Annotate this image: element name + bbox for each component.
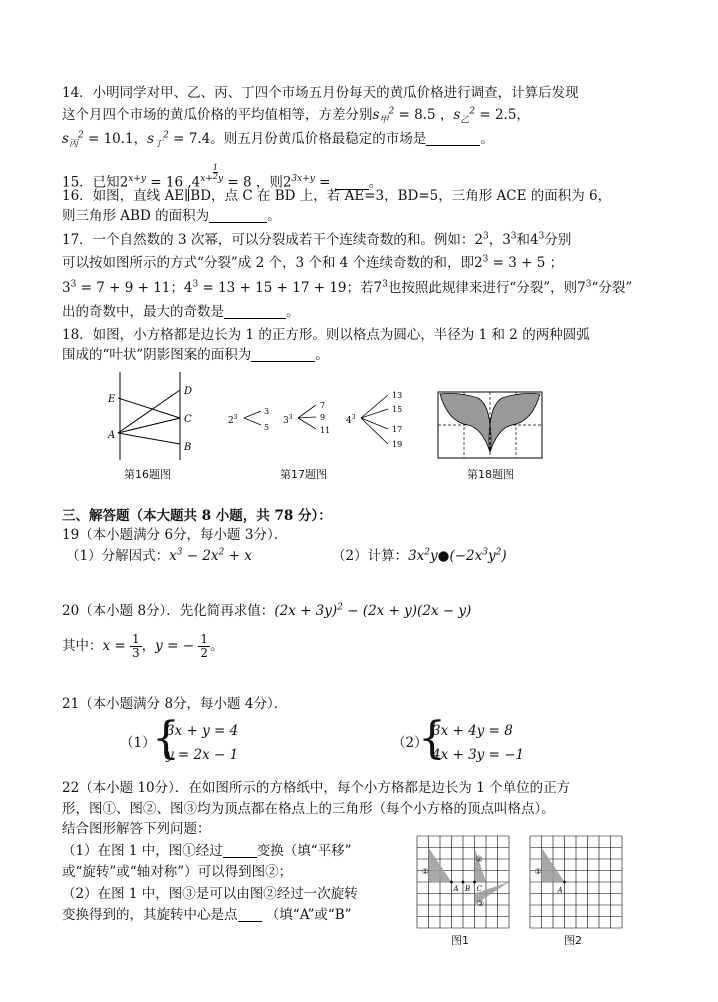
q22-line6: （2）在图 1 中，图③是可以由图②经过一次旋转 (62, 886, 358, 902)
q20-y: y (155, 638, 163, 654)
q16-text: 则三角形 ABD 的面积为 (62, 208, 210, 224)
q18-line2 (62, 346, 329, 364)
g1-3: 3 (264, 407, 270, 416)
q16-end: 。 (267, 208, 281, 224)
g3-15: 15 (392, 405, 403, 414)
q17-eq3: = 13 + 15 + 17 + 19；若 (198, 280, 374, 296)
fig17-caption: 第17题图 (280, 468, 327, 481)
point-label: C (476, 885, 482, 894)
leaf-right (490, 394, 540, 453)
fig18-caption: 第18题图 (467, 468, 514, 481)
grid-point (450, 881, 453, 884)
q19-expr1: $x^3 - 2x^2 + x$ (169, 547, 252, 564)
q19-head: 19（本小题满分 6分，每小题 3分）． (62, 527, 288, 543)
q22-line7 (62, 906, 352, 924)
q18-end: 。 (315, 347, 329, 363)
q14-line3: $s_丙^2 = 10.1$，$s_丁^2 = 7.4$。则五月份黄瓜价格最稳定的市场是 。 (62, 130, 494, 150)
base-2: $2^3$ (228, 414, 238, 426)
q22-text4a: （1）在图 1 中，图①经过 (62, 843, 223, 859)
q16-answer-blank[interactable] (209, 208, 267, 223)
circled-label: ① (421, 866, 429, 876)
q22-line2: 形，图①、图②、图③均为顶点都在格点上的三角形（每个小方格的顶点叫格点）。 (62, 801, 555, 817)
q17-text1: 17．一个自然数的 3 次幂，可以分裂成若干个连续奇数的和。例如： (62, 232, 475, 248)
q15-val2: = 8 ，则 (223, 174, 283, 191)
point-label: A (557, 886, 563, 895)
fig16-diagram (100, 372, 200, 462)
q15-val3: = (314, 174, 335, 191)
arrow (361, 418, 388, 429)
q22-line3: 结合图形解答下列问题： (62, 821, 211, 837)
q19-expr2: $3x^2y$ (408, 547, 438, 564)
q22-text4b: 变换（填“平移” (256, 843, 352, 859)
q22-fig2-grid (530, 836, 622, 928)
q15-end: 。 (368, 174, 383, 191)
q15-val1: = 16 , (145, 174, 192, 191)
s-ding-value: = 7.4 (173, 131, 211, 147)
q19-p1-label: （1）分解因式： (66, 548, 170, 564)
q17-text4: 出的奇数中，最大的奇数是 (62, 304, 224, 320)
q17-eq2: = 7 + 9 + 11； (76, 280, 184, 296)
q20-expr: $(2x + 3y)^2 - (2x + y)(2x - y)$ (274, 602, 472, 619)
q17-text3: 也按照此规律来进行“分裂”，则 (387, 280, 578, 296)
s-jia: $s_甲^2$ (372, 106, 395, 126)
q22-line4 (62, 842, 352, 860)
q18-answer-blank[interactable] (251, 347, 315, 362)
q21-head: 21（本小题满分 8分，每小题 4分）． (62, 696, 288, 712)
q22-text7a: 变换得到的，其旋转中心是点 (62, 907, 238, 923)
seg-ab (118, 433, 180, 444)
q17-line2: 可以按如图所示的方式“分裂”成 2 个，3 个和 4 个连续奇数的和，即$2^3 = 3 + 5$ ； (62, 254, 564, 271)
seg-ac (118, 418, 180, 433)
q17-end: 。 (286, 304, 300, 320)
q21-brace2: { (418, 713, 446, 764)
q15-base1: 2 (119, 174, 129, 191)
q14-line1: 14．小明同学对甲、乙、丙、丁四个市场五月份每天的黄瓜价格进行调查，计算后发现 (62, 85, 579, 101)
q22-fig1-caption: 图1 (451, 934, 469, 947)
q17-and: 和 (516, 232, 531, 248)
q22-fig2-caption: 图2 (564, 934, 582, 947)
g3-17: 17 (392, 425, 403, 434)
grid-point (563, 881, 566, 884)
arrow (298, 405, 316, 418)
q15-exp3: 3x+y (291, 174, 315, 184)
q15-exp1: x+y (128, 174, 146, 184)
arrow (361, 418, 388, 444)
base-3: $3^3$ (283, 414, 293, 426)
label-d: D (184, 386, 193, 397)
label-e: E (108, 394, 116, 405)
label-b: B (184, 442, 192, 453)
g3-19: 19 (392, 440, 403, 449)
circled-label: ① (534, 866, 542, 876)
q18-text: 围成的“叶状”阴影图案的面积为 (62, 347, 252, 363)
q20-end: 。 (209, 638, 224, 654)
g2-7: 7 (320, 401, 326, 410)
q21-p2-label: （2） (392, 735, 428, 751)
q22-fig1-grid (417, 836, 509, 928)
arrow (298, 418, 316, 429)
q19-p2-label: （2）计算： (332, 548, 409, 564)
fig17-diagram (228, 387, 428, 457)
q21-eq2a: 3x + 4y = 8 (432, 723, 513, 739)
g2-9: 9 (320, 413, 326, 422)
s-jia-value: = 8.5 (398, 107, 436, 123)
q20-x: x (102, 638, 111, 654)
q14-text: 这个月四个市场的黄瓜价格的平均值相等，方差分别 (62, 107, 373, 123)
q22-blank2[interactable] (238, 907, 262, 922)
q15-base3: 2 (282, 174, 292, 191)
q16-line1: 16．如图，直线 AE∥BD，点 C 在 BD 上，若 AE=3，BD=5，三角形 ACE 的面积为 6， (62, 188, 612, 204)
s-yi: $s_乙^2$ (453, 106, 476, 126)
s-bing: $s_丙^2$ (62, 130, 84, 150)
q22-text7b: （填“A”或“B” (265, 907, 352, 923)
q20-head: 20（本小题 8分）．先化简再求值： (62, 603, 275, 619)
circled-label: ② (475, 854, 483, 864)
fig16-caption: 第16题图 (124, 468, 171, 481)
q22-blank1[interactable] (223, 843, 257, 858)
g2-11: 11 (320, 426, 331, 435)
section3-title: 三、解答题（本大题共 8 小题，共 78 分）： (62, 508, 332, 524)
q15-exp2: x+ 1 2 y (200, 163, 224, 184)
q21-eq1a: 3x + y = 4 (166, 723, 239, 739)
grid-point (462, 881, 465, 884)
base-4: $4^3$ (346, 414, 356, 426)
fig18-diagram (438, 392, 542, 458)
g3-13: 13 (392, 391, 403, 400)
s-yi-value: = 2.5 (479, 107, 517, 123)
q18-line1: 18．如图，小方格都是边长为 1 的正方形。则以格点为圆心，半径为 1 和 2 的两种圆弧 (62, 327, 590, 343)
arrow (361, 395, 388, 418)
seg-ad (118, 390, 180, 433)
q21-eq1b: y = 2x − 1 (166, 747, 239, 763)
q17-split: “分裂” (591, 280, 633, 296)
q17-eq1: = 3 + 5 ； (488, 255, 564, 271)
s-bing-value: = 10.1 (87, 131, 134, 147)
q22-line1: 22（本小题 10分）．在如图所示的方格纸中，每个小方格都是边长为 1 个单位的正方 (62, 780, 571, 796)
q19-part2: （2）计算：$3x^2y●(-2x^3y^2)$ (332, 547, 507, 564)
q15-base2: 4 (191, 174, 201, 191)
q17-line3: $3^3 = 7 + 9 + 11$；$4^3 = 13 + 15 + 17 + 19$；若$7^3$也按照此规律来进行“分裂”，则$7^3“$分裂” (62, 279, 633, 296)
q17-text2: 可以按如图所示的方式“分裂”成 2 个，3 个和 4 个连续奇数的和，即 (62, 255, 475, 271)
arrow (361, 409, 388, 418)
q17-line4 (62, 303, 300, 321)
arrow (298, 417, 316, 418)
q21-p1-label: （1） (120, 735, 156, 751)
q21-brace1: { (152, 713, 180, 764)
arrow (244, 411, 261, 418)
q14-question: 。则五月份黄瓜价格最稳定的市场是 (210, 131, 427, 147)
q19-part1 (66, 547, 252, 565)
triangle-2 (475, 848, 487, 883)
q19-expr2b: $(-2x^3y^2)$ (449, 547, 507, 564)
leaf-left (440, 394, 490, 453)
q20-line2: 其中：x = $\frac{1}{3}$ ，y = − $\frac{1}{2}$ 。 (62, 632, 224, 660)
label-a: A (108, 430, 116, 441)
q21-eq2b: 4x + 3y = −1 (432, 747, 525, 763)
q14-answer-blank[interactable] (426, 131, 480, 146)
q14-end: 。 (480, 131, 494, 147)
q17-resp: 分别 (544, 232, 572, 248)
q14-line2: 这个月四个市场的黄瓜价格的平均值相等，方差分别$s_甲^2 = 8.5$ ，$s_乙^2 = 2.5$， (62, 106, 530, 126)
q16-line2 (62, 207, 281, 225)
q20-y-frac: $\frac{1}{2}$ (200, 632, 208, 660)
circled-label: ③ (476, 899, 484, 909)
point-label: B (465, 885, 471, 894)
g1-5: 5 (264, 423, 270, 432)
label-c: C (184, 414, 192, 425)
s-ding: $s_丁^2$ (147, 130, 169, 150)
q20-line1 (62, 602, 471, 620)
point-label: A (453, 885, 459, 894)
q20-x-frac: $\frac{1}{3}$ (132, 632, 140, 660)
q17-answer-blank[interactable] (224, 304, 286, 319)
q15-pre: 15．已知 (62, 174, 120, 191)
q22-line5: 或“旋转”或“轴对称”）可以得到图②； (62, 864, 293, 880)
arrow (244, 418, 261, 425)
seg-ec (118, 398, 180, 418)
q20-where: 其中： (62, 638, 103, 654)
q17-line1: 17．一个自然数的 3 次幂，可以分裂成若干个连续奇数的和。例如：$2^3$，$3^3$和$4^3$分别 (62, 231, 572, 248)
grid-point (473, 881, 476, 884)
